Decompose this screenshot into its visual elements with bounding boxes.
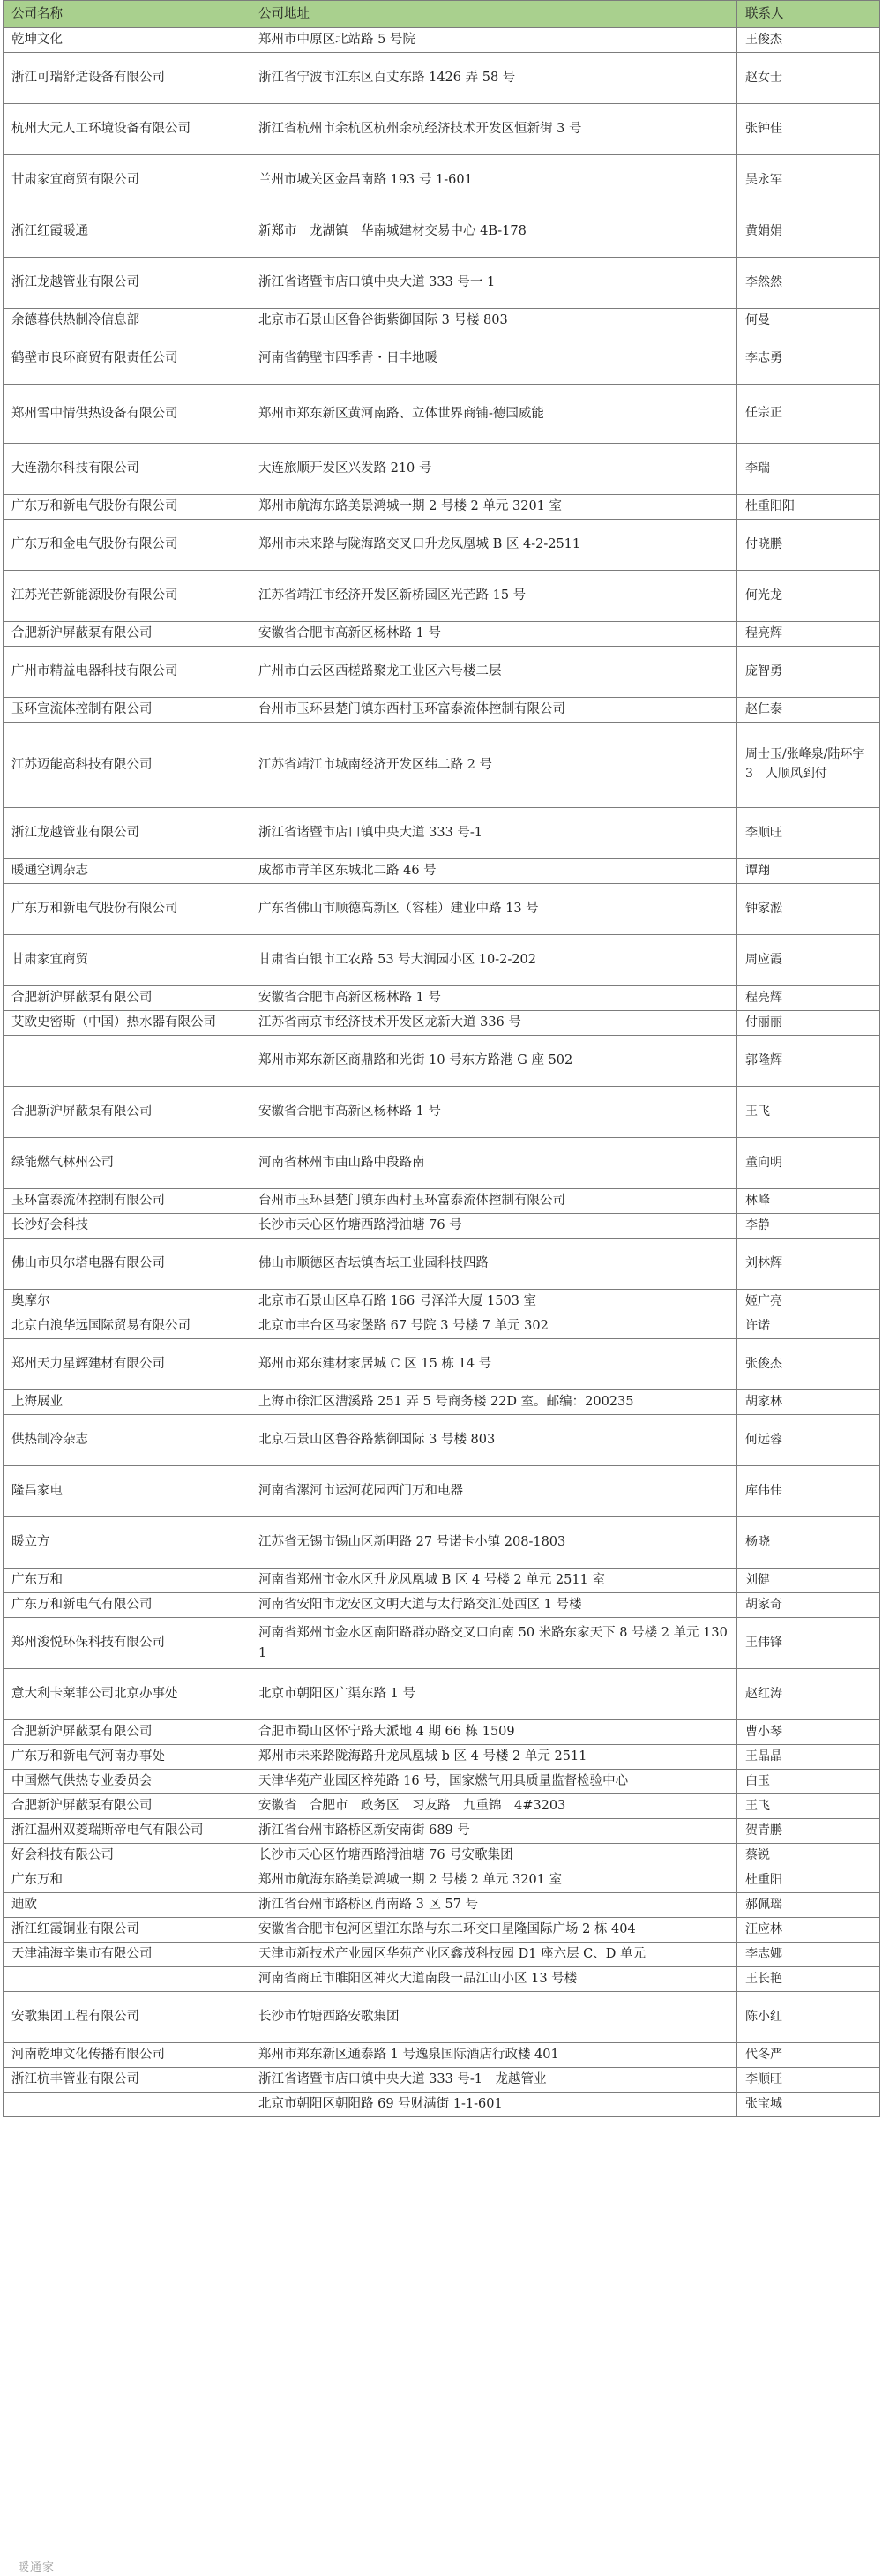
- address-cell: 甘肃省白银市工农路 53 号大润园小区 10-2-202: [250, 935, 737, 986]
- company-cell: 安歌集团工程有限公司: [4, 1992, 250, 2043]
- company-cell: 佛山市贝尔塔电器有限公司: [4, 1239, 250, 1290]
- contact-cell: 贺青鹏: [737, 1819, 880, 1844]
- contact-cell: 付晓鹏: [737, 520, 880, 571]
- company-cell: 中国燃气供热专业委员会: [4, 1770, 250, 1794]
- table-row: [4, 935, 880, 986]
- table-row: [4, 1593, 880, 1618]
- address-cell: 安徽省合肥市高新区杨林路 1 号: [250, 986, 737, 1011]
- contact-cell: 程亮辉: [737, 986, 880, 1011]
- company-cell: 广东万和金电气股份有限公司: [4, 520, 250, 571]
- company-cell: 浙江温州双菱瑞斯帝电气有限公司: [4, 1819, 250, 1844]
- company-cell: 暖立方: [4, 1517, 250, 1569]
- contact-cell: 张宝城: [737, 2093, 880, 2117]
- table-row: [4, 1745, 880, 1770]
- contact-cell: 郭隆辉: [737, 1036, 880, 1087]
- contact-cell: 李然然: [737, 258, 880, 309]
- watermark: 暖通家: [18, 2561, 56, 2574]
- address-cell: 河南省鹤壁市四季青・日丰地暖: [250, 333, 737, 385]
- contact-cell: 赵仁泰: [737, 698, 880, 723]
- table-row: [4, 571, 880, 622]
- table-row: [4, 2068, 880, 2093]
- address-cell: 广州市白云区西槎路聚龙工业区六号楼二层: [250, 647, 737, 698]
- table-row: [4, 1036, 880, 1087]
- address-cell: 浙江省台州市路桥区肖南路 3 区 57 号: [250, 1893, 737, 1918]
- contact-cell: 刘林辉: [737, 1239, 880, 1290]
- contact-cell: 姬广亮: [737, 1290, 880, 1314]
- address-cell: 江苏省靖江市经济开发区新桥园区光芒路 15 号: [250, 571, 737, 622]
- address-cell: 郑州市航海东路美景鸿城一期 2 号楼 2 单元 3201 室: [250, 495, 737, 520]
- address-cell: 合肥市蜀山区怀宁路大派地 4 期 66 栋 1509: [250, 1720, 737, 1745]
- address-cell: 河南省郑州市金水区南阳路群办路交叉口向南 50 米路东家天下 8 号楼 2 单元 1301: [250, 1618, 737, 1669]
- company-cell: 长沙好会科技: [4, 1214, 250, 1239]
- address-cell: 安徽省合肥市包河区望江东路与东二环交口星隆国际广场 2 栋 404: [250, 1918, 737, 1943]
- contact-cell: 董向明: [737, 1138, 880, 1189]
- address-cell: 浙江省台州市路桥区新安南街 689 号: [250, 1819, 737, 1844]
- address-cell: 河南省安阳市龙安区文明大道与太行路交汇处西区 1 号楼: [250, 1593, 737, 1618]
- address-cell: 浙江省诸暨市店口镇中央大道 333 号一 1: [250, 258, 737, 309]
- company-cell: 郑州天力星辉建材有限公司: [4, 1339, 250, 1390]
- contact-cell: 陈小红: [737, 1992, 880, 2043]
- contact-cell: 郝佩瑶: [737, 1893, 880, 1918]
- company-cell: 鹤壁市良环商贸有限责任公司: [4, 333, 250, 385]
- contact-cell: 李顺旺: [737, 808, 880, 859]
- contact-cell: 谭翔: [737, 859, 880, 884]
- address-cell: 北京市朝阳区朝阳路 69 号财满街 1-1-601: [250, 2093, 737, 2117]
- address-cell: 台州市玉环县楚门镇东西村玉环富泰流体控制有限公司: [250, 698, 737, 723]
- contact-cell: 王飞: [737, 1087, 880, 1138]
- address-cell: 安徽省合肥市高新区杨林路 1 号: [250, 1087, 737, 1138]
- company-cell: 绿能燃气林州公司: [4, 1138, 250, 1189]
- table-row: [4, 520, 880, 571]
- table-row: [4, 859, 880, 884]
- company-cell: 玉环富泰流体控制有限公司: [4, 1189, 250, 1214]
- company-cell: 浙江红霞暖通: [4, 206, 250, 258]
- contact-cell: 曹小琴: [737, 1720, 880, 1745]
- table-row: [4, 698, 880, 723]
- table-row: [4, 1466, 880, 1517]
- company-cell: 广州市精益电器科技有限公司: [4, 647, 250, 698]
- company-cell: 广东万和: [4, 1569, 250, 1593]
- header-row: [4, 1, 880, 28]
- company-cell: 甘肃家宜商贸有限公司: [4, 155, 250, 206]
- company-cell: 郑州雪中情供热设备有限公司: [4, 385, 250, 444]
- contact-cell: 钟家淞: [737, 884, 880, 935]
- address-cell: 新郑市 龙湖镇 华南城建材交易中心 4B-178: [250, 206, 737, 258]
- contact-cell: 何远蓉: [737, 1415, 880, 1466]
- company-cell: 隆昌家电: [4, 1466, 250, 1517]
- address-cell: 江苏省靖江市城南经济开发区纬二路 2 号: [250, 723, 737, 808]
- contact-cell: 王俊杰: [737, 28, 880, 53]
- company-cell: 合肥新沪屏蔽泵有限公司: [4, 622, 250, 647]
- table-row: [4, 1214, 880, 1239]
- company-cell: 广东万和: [4, 1868, 250, 1893]
- address-cell: 河南省郑州市金水区升龙凤凰城 B 区 4 号楼 2 单元 2511 室: [250, 1569, 737, 1593]
- address-cell: 兰州市城关区金昌南路 193 号 1-601: [250, 155, 737, 206]
- company-cell: 供热制冷杂志: [4, 1415, 250, 1466]
- table-row: [4, 155, 880, 206]
- table-row: [4, 1967, 880, 1992]
- address-cell: 佛山市顺德区杏坛镇杏坛工业园科技四路: [250, 1239, 737, 1290]
- table-row: [4, 1992, 880, 2043]
- contact-cell: 周应霞: [737, 935, 880, 986]
- contact-cell: 王飞: [737, 1794, 880, 1819]
- address-cell: 安徽省 合肥市 政务区 习友路 九重锦 4#3203: [250, 1794, 737, 1819]
- table-row: [4, 1239, 880, 1290]
- address-cell: 郑州市未来路与陇海路交叉口升龙凤凰城 B 区 4-2-2511: [250, 520, 737, 571]
- company-cell: 合肥新沪屏蔽泵有限公司: [4, 986, 250, 1011]
- address-cell: 长沙市天心区竹塘西路滑油塘 76 号安歌集团: [250, 1844, 737, 1868]
- contact-cell: 王伟锋: [737, 1618, 880, 1669]
- contact-cell: 白玉: [737, 1770, 880, 1794]
- address-cell: 北京市石景山区鲁谷街紫御国际 3 号楼 803: [250, 309, 737, 333]
- address-cell: 郑州市郑东建材家居城 C 区 15 栋 14 号: [250, 1339, 737, 1390]
- table-row: [4, 884, 880, 935]
- address-cell: 北京市石景山区阜石路 166 号泽洋大厦 1503 室: [250, 1290, 737, 1314]
- contact-cell: 胡家林: [737, 1390, 880, 1415]
- table-row: [4, 1415, 880, 1466]
- table-row: [4, 1314, 880, 1339]
- company-cell: 浙江红霞铜业有限公司: [4, 1918, 250, 1943]
- address-cell: 江苏省南京市经济技术开发区龙新大道 336 号: [250, 1011, 737, 1036]
- contact-cell: 何曼: [737, 309, 880, 333]
- company-cell: 广东万和新电气河南办事处: [4, 1745, 250, 1770]
- table-row: [4, 258, 880, 309]
- company-cell: 浙江龙越管业有限公司: [4, 258, 250, 309]
- contact-cell: 王长艳: [737, 1967, 880, 1992]
- contact-cell: 王晶晶: [737, 1745, 880, 1770]
- table-header: [4, 1, 880, 28]
- company-cell: 天津浦海辛集市有限公司: [4, 1943, 250, 1967]
- contact-cell: 任宗正: [737, 385, 880, 444]
- address-cell: 长沙市天心区竹塘西路滑油塘 76 号: [250, 1214, 737, 1239]
- address-cell: 浙江省诸暨市店口镇中央大道 333 号-1 龙越管业: [250, 2068, 737, 2093]
- table-row: [4, 1868, 880, 1893]
- table-row: [4, 385, 880, 444]
- company-cell: 玉环宣流体控制有限公司: [4, 698, 250, 723]
- contact-cell: 杜重阳阳: [737, 495, 880, 520]
- company-cell: 艾欧史密斯（中国）热水器有限公司: [4, 1011, 250, 1036]
- address-cell: 江苏省无锡市锡山区新明路 27 号诺卡小镇 208-1803: [250, 1517, 737, 1569]
- contact-cell: 蔡锐: [737, 1844, 880, 1868]
- address-cell: 天津市新技术产业园区华苑产业区鑫茂科技园 D1 座六层 C、D 单元: [250, 1943, 737, 1967]
- address-cell: 浙江省杭州市余杭区杭州余杭经济技术开发区恒新街 3 号: [250, 104, 737, 155]
- address-cell: 长沙市竹塘西路安歌集团: [250, 1992, 737, 2043]
- contact-cell: 赵红涛: [737, 1669, 880, 1720]
- table-row: [4, 1138, 880, 1189]
- contact-cell: 李志娜: [737, 1943, 880, 1967]
- company-cell: 河南乾坤文化传播有限公司: [4, 2043, 250, 2068]
- address-cell: 天津华苑产业园区梓苑路 16 号，国家燃气用具质量监督检验中心: [250, 1770, 737, 1794]
- company-cell: 奥摩尔: [4, 1290, 250, 1314]
- table-row: [4, 495, 880, 520]
- contact-cell: 付丽丽: [737, 1011, 880, 1036]
- table-row: [4, 53, 880, 104]
- header-address: 公司地址: [250, 1, 737, 28]
- table-row: [4, 1770, 880, 1794]
- table-row: [4, 1943, 880, 1967]
- address-cell: 郑州市中原区北站路 5 号院: [250, 28, 737, 53]
- address-cell: 浙江省诸暨市店口镇中央大道 333 号-1: [250, 808, 737, 859]
- contact-cell: 杜重阳: [737, 1868, 880, 1893]
- table-row: [4, 1290, 880, 1314]
- contact-cell: 胡家奇: [737, 1593, 880, 1618]
- table-row: [4, 2093, 880, 2117]
- company-cell: 合肥新沪屏蔽泵有限公司: [4, 1087, 250, 1138]
- company-cell: 江苏迈能高科技有限公司: [4, 723, 250, 808]
- table-body: [4, 28, 880, 2117]
- contact-cell: 李志勇: [737, 333, 880, 385]
- table-row: [4, 1669, 880, 1720]
- table-row: [4, 309, 880, 333]
- header-company: 公司名称: [4, 1, 250, 28]
- table-row: [4, 1569, 880, 1593]
- table-row: [4, 2043, 880, 2068]
- address-cell: 河南省商丘市睢阳区神火大道南段一品江山小区 13 号楼: [250, 1967, 737, 1992]
- contact-cell: 张俊杰: [737, 1339, 880, 1390]
- company-cell: 江苏光芒新能源股份有限公司: [4, 571, 250, 622]
- table-row: [4, 1819, 880, 1844]
- contact-cell: 杨晓: [737, 1517, 880, 1569]
- contact-cell: 李静: [737, 1214, 880, 1239]
- address-cell: 北京市朝阳区广渠东路 1 号: [250, 1669, 737, 1720]
- table-row: [4, 206, 880, 258]
- company-cell: 余德暮供热制冷信息部: [4, 309, 250, 333]
- address-cell: 广东省佛山市顺德高新区（容桂）建业中路 13 号: [250, 884, 737, 935]
- address-cell: 河南省漯河市运河花园西门万和电器: [250, 1466, 737, 1517]
- table-row: [4, 808, 880, 859]
- contact-cell: 张钟佳: [737, 104, 880, 155]
- contact-cell: 许诺: [737, 1314, 880, 1339]
- company-cell: 浙江可瑞舒适设备有限公司: [4, 53, 250, 104]
- company-cell: [4, 2093, 250, 2117]
- address-cell: 郑州市郑东新区商鼎路和光街 10 号东方路港 G 座 502: [250, 1036, 737, 1087]
- company-cell: 好会科技有限公司: [4, 1844, 250, 1868]
- address-cell: 浙江省宁波市江东区百丈东路 1426 弄 58 号: [250, 53, 737, 104]
- table-row: [4, 104, 880, 155]
- address-cell: 北京市丰台区马家堡路 67 号院 3 号楼 7 单元 302: [250, 1314, 737, 1339]
- company-cell: [4, 1967, 250, 1992]
- address-cell: 安徽省合肥市高新区杨林路 1 号: [250, 622, 737, 647]
- company-cell: 大连渤尔科技有限公司: [4, 444, 250, 495]
- table-row: [4, 1011, 880, 1036]
- table-row: [4, 444, 880, 495]
- contact-cell: 黄娟娟: [737, 206, 880, 258]
- contact-cell: 刘健: [737, 1569, 880, 1593]
- company-cell: 杭州大元人工环境设备有限公司: [4, 104, 250, 155]
- table-row: [4, 1720, 880, 1745]
- address-cell: 郑州市未来路陇海路升龙凤凰城 b 区 4 号楼 2 单元 2511: [250, 1745, 737, 1770]
- address-cell: 郑州市郑东新区黄河南路、立体世界商铺-德国威能: [250, 385, 737, 444]
- table-row: [4, 1918, 880, 1943]
- company-cell: 合肥新沪屏蔽泵有限公司: [4, 1794, 250, 1819]
- contact-cell: 李瑞: [737, 444, 880, 495]
- table-row: [4, 1844, 880, 1868]
- company-cell: 迪欧: [4, 1893, 250, 1918]
- contact-cell: 林峰: [737, 1189, 880, 1214]
- company-cell: 广东万和新电气股份有限公司: [4, 884, 250, 935]
- company-cell: 上海展业: [4, 1390, 250, 1415]
- company-cell: 浙江龙越管业有限公司: [4, 808, 250, 859]
- contact-table: [3, 0, 880, 2117]
- address-cell: 大连旅顺开发区兴发路 210 号: [250, 444, 737, 495]
- table-row: [4, 647, 880, 698]
- company-cell: 广东万和新电气股份有限公司: [4, 495, 250, 520]
- table-row: [4, 28, 880, 53]
- contact-cell: 庞智勇: [737, 647, 880, 698]
- contact-cell: 代冬严: [737, 2043, 880, 2068]
- company-cell: [4, 1036, 250, 1087]
- table-row: [4, 1618, 880, 1669]
- contact-cell: 库伟伟: [737, 1466, 880, 1517]
- table-row: [4, 1390, 880, 1415]
- company-cell: 暖通空调杂志: [4, 859, 250, 884]
- contact-cell: 吴永军: [737, 155, 880, 206]
- contact-cell: 赵女士: [737, 53, 880, 104]
- company-cell: 乾坤文化: [4, 28, 250, 53]
- address-cell: 郑州市航海东路美景鸿城一期 2 号楼 2 单元 3201 室: [250, 1868, 737, 1893]
- company-cell: 浙江杭丰管业有限公司: [4, 2068, 250, 2093]
- company-cell: 郑州浚悦环保科技有限公司: [4, 1618, 250, 1669]
- address-cell: 台州市玉环县楚门镇东西村玉环富泰流体控制有限公司: [250, 1189, 737, 1214]
- table-row: [4, 1893, 880, 1918]
- table-row: [4, 723, 880, 808]
- table-row: [4, 986, 880, 1011]
- address-cell: 河南省林州市曲山路中段路南: [250, 1138, 737, 1189]
- table-row: [4, 1189, 880, 1214]
- table-row: [4, 1794, 880, 1819]
- company-cell: 北京白浪华远国际贸易有限公司: [4, 1314, 250, 1339]
- company-cell: 甘肃家宜商贸: [4, 935, 250, 986]
- table-row: [4, 1339, 880, 1390]
- address-cell: 北京石景山区鲁谷路紫御国际 3 号楼 803: [250, 1415, 737, 1466]
- contact-cell: 李顺旺: [737, 2068, 880, 2093]
- address-cell: 郑州市郑东新区通泰路 1 号逸泉国际酒店行政楼 401: [250, 2043, 737, 2068]
- company-cell: 合肥新沪屏蔽泵有限公司: [4, 1720, 250, 1745]
- table-row: [4, 622, 880, 647]
- contact-cell: 程亮辉: [737, 622, 880, 647]
- company-cell: 意大利卡莱菲公司北京办事处: [4, 1669, 250, 1720]
- table-row: [4, 1087, 880, 1138]
- contact-cell: 汪应林: [737, 1918, 880, 1943]
- address-cell: 成都市青羊区东城北二路 46 号: [250, 859, 737, 884]
- contact-cell: 何光龙: [737, 571, 880, 622]
- table-row: [4, 1517, 880, 1569]
- address-cell: 上海市徐汇区漕溪路 251 弄 5 号商务楼 22D 室。邮编：200235: [250, 1390, 737, 1415]
- header-contact: 联系人: [737, 1, 880, 28]
- contact-cell: 周士玉/张峰泉/陆环宇 3 人顺风到付: [737, 723, 880, 808]
- company-cell: 广东万和新电气有限公司: [4, 1593, 250, 1618]
- table-row: [4, 333, 880, 385]
